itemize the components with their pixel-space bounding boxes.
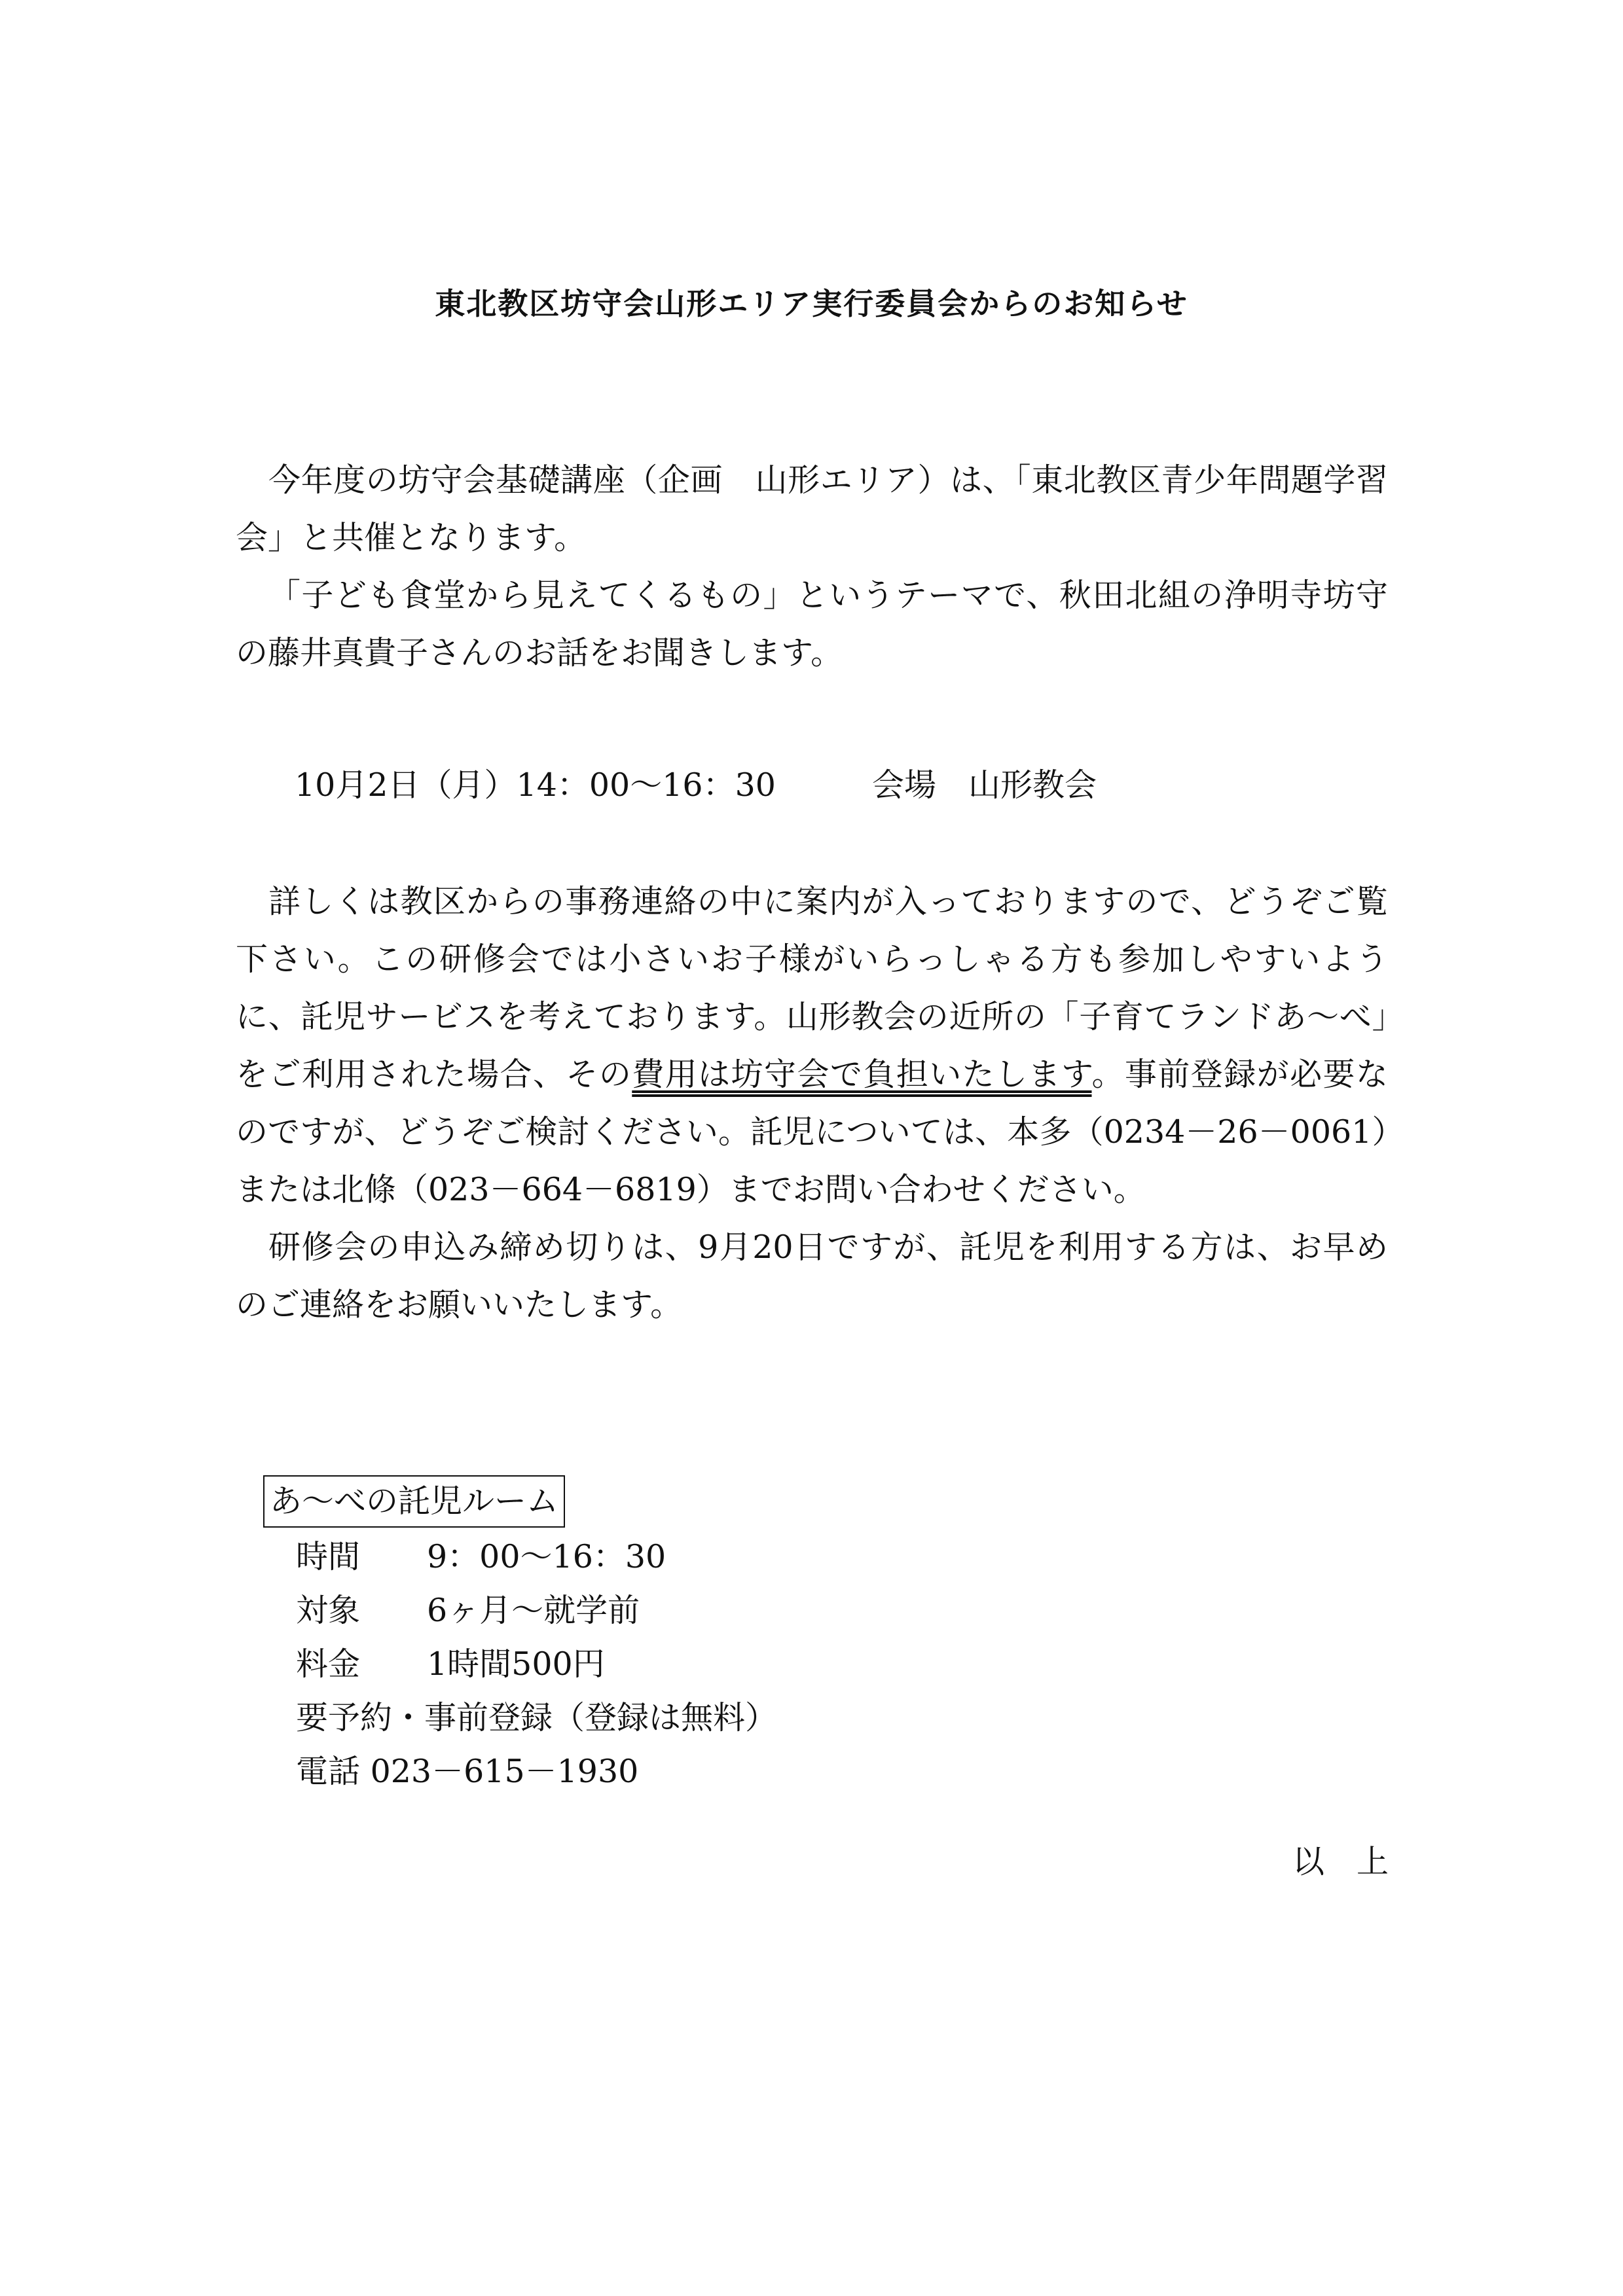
event-line bbox=[295, 757, 1097, 814]
page-title: 東北教区坊守会山形エリア実行委員会からのお知らせ bbox=[435, 286, 1188, 321]
event-datetime: 10月2日（月）14：00～16：30 bbox=[295, 766, 776, 804]
intro-paragraph-2: 「子ども食堂から見えてくるもの」というテーマで、秋田北組の浄明寺坊守の藤井真貴子さんのお話をお聞きします。 bbox=[236, 577, 1388, 672]
hours-value: 9：00～16：30 bbox=[427, 1538, 666, 1575]
details-text-end: 。事前登録が必要なのですが、どうぞご検討ください。託児については、本多（0234－26－0061）または北條（023－664－6819）までお問い合わせください。 bbox=[236, 1056, 1388, 1208]
info-row-hours bbox=[296, 1530, 777, 1584]
intro-paragraph-1: 今年度の坊守会基礎講座（企画 山形エリア）は、「東北教区青少年問題学習会」と共催となります。 bbox=[236, 461, 1388, 556]
childcare-info bbox=[296, 1530, 777, 1799]
deadline-paragraph: 研修会の申込み締め切りは、9月20日ですが、託児を利用する方は、お早めのご連絡をお願いいたします。 bbox=[236, 1229, 1388, 1323]
event-venue: 会場 山形教会 bbox=[871, 766, 1097, 804]
intro-section bbox=[236, 452, 1388, 682]
childcare-heading-box: あ～べの託児ルーム bbox=[263, 1475, 565, 1528]
hours-label: 時間 bbox=[296, 1538, 361, 1575]
info-row-reservation: 要予約・事前登録（登録は無料） bbox=[296, 1699, 778, 1736]
fee-value: 1時間500円 bbox=[427, 1645, 605, 1683]
details-section bbox=[236, 873, 1388, 1334]
info-row-phone: 電話 023－615－1930 bbox=[296, 1753, 639, 1790]
details-paragraph bbox=[236, 873, 1388, 1219]
info-row-target bbox=[296, 1584, 777, 1638]
details-text-start: 詳しくは教区からの事務連絡の中に案内が入っておりますので、どうぞご覧下さい。この研修会では小さいお子様がいらっしゃる方も参加しやすいように、託児サービスを考えております。山形教会の近所の「子育てランドあ～べ」をご利用された場合、その bbox=[236, 883, 1388, 1093]
info-row-fee bbox=[296, 1638, 777, 1691]
target-value: 6ヶ月～就学前 bbox=[427, 1592, 640, 1629]
closing-mark: 以 上 bbox=[1292, 1843, 1389, 1880]
fee-label: 料金 bbox=[296, 1645, 361, 1683]
target-label: 対象 bbox=[296, 1592, 361, 1629]
details-underlined-text: 費用は坊守会で負担いたします bbox=[632, 1056, 1092, 1093]
